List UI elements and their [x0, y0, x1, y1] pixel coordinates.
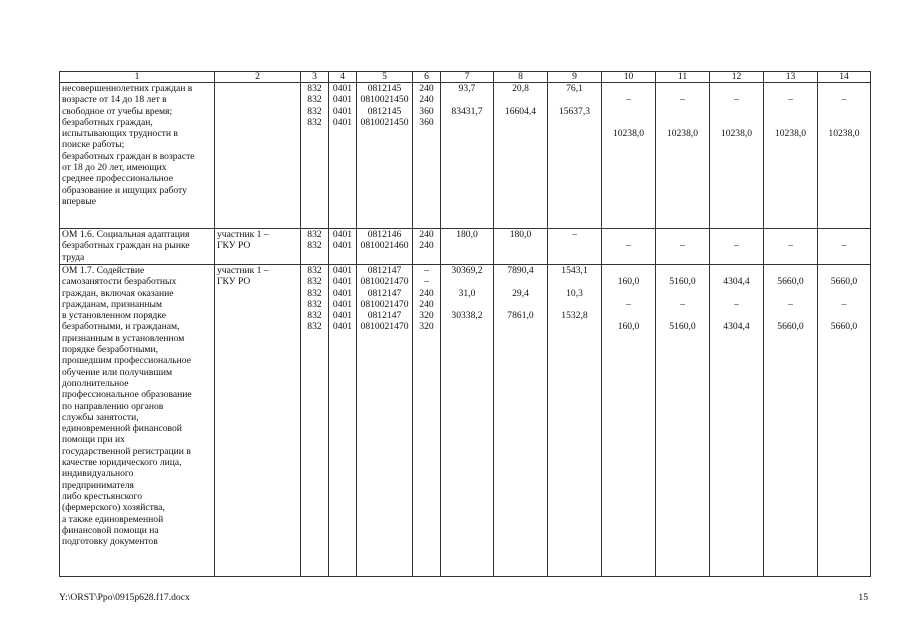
- cell-line: –: [734, 240, 739, 252]
- cell-c11: [656, 265, 710, 577]
- column-number-5: 5: [357, 72, 413, 83]
- cell-line: поиске работы;: [62, 139, 125, 151]
- cell-line: [443, 276, 491, 287]
- cell-line: 10238,0: [612, 128, 645, 140]
- cell-c14: [818, 229, 871, 265]
- cell-line: 160,0: [617, 276, 640, 288]
- cell-line: –: [734, 94, 739, 106]
- cell-line: 832: [307, 287, 322, 299]
- cell-line: от 18 до 20 лет, имеющих: [62, 162, 167, 174]
- cell-line: [766, 229, 815, 240]
- cell-line: 31,0: [458, 287, 476, 299]
- cell-c9: [548, 83, 602, 229]
- cell-line: 0401: [332, 94, 353, 106]
- cell-line: 832: [307, 298, 322, 310]
- cell-line: участник 1 –: [217, 229, 269, 240]
- cell-line: 5660,0: [830, 321, 858, 333]
- cell-c6: [413, 229, 441, 265]
- cell-line: 0810021450: [360, 116, 409, 128]
- cell-line: возрасте от 14 до 18 лет в: [62, 94, 167, 106]
- cell-line: 4304,4: [723, 276, 750, 288]
- cell-line: –: [841, 240, 847, 252]
- cell-c5: [357, 229, 413, 265]
- cell-line: [550, 94, 599, 105]
- cell-line: [550, 321, 599, 332]
- cell-line: –: [680, 94, 685, 106]
- cell-line: [766, 83, 815, 94]
- cell-line: профессиональное образование: [62, 389, 192, 401]
- cell-line: 0401: [332, 265, 353, 276]
- cell-c4: [329, 229, 357, 265]
- cell-line: [712, 288, 761, 299]
- cell-line: среднее профессиональное: [62, 173, 173, 185]
- cell-line: 832: [307, 240, 322, 252]
- cell-line: 0810021470: [360, 298, 409, 310]
- table-row: [60, 265, 871, 577]
- cell-c12: [710, 229, 764, 265]
- cell-line: [443, 299, 491, 310]
- cell-line: [712, 117, 761, 128]
- cell-line: [820, 288, 868, 299]
- cell-line: свободное от учебы время;: [62, 105, 173, 117]
- cell-c4: [329, 83, 357, 229]
- cell-line: 320: [419, 310, 434, 322]
- cell-participant: [215, 83, 301, 229]
- cell-line: 0401: [332, 287, 353, 299]
- cell-line: [604, 229, 653, 240]
- cell-line: в установленном порядке: [62, 310, 166, 322]
- cell-line: 0401: [332, 240, 353, 252]
- cell-c14: [818, 83, 871, 229]
- cell-line: безработных граждан в возрасте: [62, 150, 195, 162]
- cell-line: 240: [419, 298, 434, 310]
- column-number-7: 7: [441, 72, 494, 83]
- cell-c11: [656, 83, 710, 229]
- cell-line: [658, 117, 707, 128]
- cell-c13: [764, 265, 818, 577]
- cell-c6: [413, 83, 441, 229]
- cell-line: [604, 310, 653, 321]
- cell-line: предпринимателя: [62, 479, 134, 491]
- cell-line: помощи при их: [62, 434, 125, 446]
- cell-line: 0401: [332, 298, 353, 310]
- cell-line: 0401: [332, 83, 353, 94]
- cell-line: граждан, включая оказание: [62, 287, 174, 299]
- cell-line: 0810021470: [360, 321, 409, 333]
- cell-line: [712, 229, 761, 240]
- cell-participant: [215, 265, 301, 577]
- cell-line: 832: [307, 310, 322, 322]
- cell-line: –: [788, 94, 793, 106]
- cell-line: 76,1: [566, 83, 583, 94]
- column-number-2: 2: [215, 72, 301, 83]
- cell-line: образование и ищущих работу: [62, 184, 187, 196]
- cell-line: 30369,2: [451, 265, 483, 276]
- cell-c11: [656, 229, 710, 265]
- cell-c3: [301, 229, 329, 265]
- cell-line: –: [734, 298, 739, 310]
- cell-line: [496, 321, 545, 332]
- cell-line: –: [424, 265, 429, 276]
- cell-line: 0812147: [367, 265, 402, 276]
- cell-c14: [818, 265, 871, 577]
- cell-line: 15637,3: [558, 105, 591, 117]
- cell-line: 832: [307, 94, 322, 106]
- cell-c13: [764, 83, 818, 229]
- cell-line: –: [680, 240, 685, 252]
- cell-line: 7890,4: [507, 265, 534, 276]
- cell-line: [496, 117, 545, 128]
- cell-c5: [357, 265, 413, 577]
- cell-line: финансовой помощи на: [62, 524, 159, 536]
- cell-line: качестве юридического лица,: [62, 457, 182, 469]
- cell-line: 0812145: [367, 83, 402, 94]
- cell-line: 7861,0: [507, 310, 534, 322]
- cell-line: 93,7: [458, 83, 476, 94]
- cell-c3: [301, 83, 329, 229]
- cell-line: [766, 117, 815, 128]
- cell-participant: [215, 229, 301, 265]
- cell-c3: [301, 265, 329, 577]
- cell-line: [550, 276, 599, 287]
- cell-c9: [548, 229, 602, 265]
- cell-line: [820, 83, 868, 94]
- cell-line: ОМ 1.6. Социальная адаптация: [62, 229, 190, 240]
- cell-line: государственной регистрации в: [62, 445, 191, 457]
- column-number-13: 13: [764, 72, 818, 83]
- cell-line: 832: [307, 229, 322, 240]
- cell-line: 832: [307, 116, 322, 128]
- cell-line: [604, 106, 653, 117]
- cell-line: а также единовременной: [62, 513, 164, 525]
- page-number: 15: [858, 592, 868, 603]
- cell-line: 5660,0: [777, 321, 804, 333]
- cell-line: 320: [419, 321, 434, 333]
- cell-line: [712, 265, 761, 276]
- cell-line: 30338,2: [451, 310, 483, 322]
- cell-line: 16604,4: [504, 105, 537, 117]
- cell-line: –: [626, 240, 631, 252]
- cell-line: 832: [307, 321, 322, 333]
- cell-line: безработными, и гражданам,: [62, 321, 180, 333]
- cell-line: 5160,0: [669, 321, 696, 333]
- cell-line: 360: [419, 116, 434, 128]
- cell-line: дополнительное: [62, 377, 129, 389]
- cell-desc: [60, 83, 215, 229]
- cell-line: 0812146: [367, 229, 402, 240]
- cell-line: [820, 229, 868, 240]
- cell-line: [658, 83, 707, 94]
- cell-line: 240: [419, 287, 434, 299]
- cell-line: 360: [419, 105, 434, 117]
- cell-line: [496, 94, 545, 105]
- cell-line: 0812145: [367, 105, 402, 117]
- cell-line: труда: [62, 251, 85, 263]
- cell-line: 0401: [332, 321, 353, 333]
- cell-line: прошедшим профессиональное: [62, 355, 191, 367]
- cell-line: [820, 265, 868, 276]
- cell-line: 5660,0: [777, 276, 804, 288]
- cell-line: –: [841, 298, 847, 310]
- cell-line: 0401: [332, 276, 353, 288]
- cell-line: 0812147: [367, 287, 402, 299]
- cell-c5: [357, 83, 413, 229]
- cell-line: –: [680, 298, 685, 310]
- budget-table: [59, 71, 871, 577]
- cell-line: [550, 299, 599, 310]
- cell-line: [658, 229, 707, 240]
- cell-line: испытывающих трудности в: [62, 128, 178, 140]
- cell-line: [443, 117, 491, 128]
- column-number-9: 9: [548, 72, 602, 83]
- column-number-3: 3: [301, 72, 329, 83]
- cell-line: 160,0: [617, 321, 640, 333]
- table-body: [60, 72, 871, 577]
- cell-line: порядке безработными,: [62, 344, 159, 356]
- column-number-8: 8: [494, 72, 548, 83]
- cell-line: 832: [307, 265, 322, 276]
- cell-line: 5660,0: [830, 276, 858, 288]
- cell-line: –: [788, 298, 793, 310]
- cell-line: обучение или получившим: [62, 366, 173, 378]
- cell-c8: [494, 265, 548, 577]
- cell-line: 240: [419, 229, 434, 240]
- cell-line: [820, 117, 868, 128]
- cell-line: ГКУ РО: [217, 276, 251, 288]
- cell-line: 1532,8: [561, 310, 588, 322]
- cell-line: подготовку документов: [62, 536, 158, 548]
- cell-line: 1543,1: [561, 265, 588, 276]
- cell-c12: [710, 265, 764, 577]
- cell-line: 832: [307, 83, 322, 94]
- cell-c7: [441, 265, 494, 577]
- cell-line: [604, 288, 653, 299]
- cell-c10: [602, 83, 656, 229]
- cell-line: 240: [419, 83, 434, 94]
- cell-line: либо крестьянского: [62, 490, 143, 502]
- cell-line: [496, 276, 545, 287]
- cell-line: [443, 94, 491, 105]
- cell-line: 83431,7: [451, 105, 483, 117]
- cell-line: [443, 321, 491, 332]
- cell-line: безработных граждан на рынке: [62, 240, 190, 252]
- cell-line: 5160,0: [669, 276, 696, 288]
- cell-line: [496, 299, 545, 310]
- cell-line: [658, 288, 707, 299]
- cell-c8: [494, 229, 548, 265]
- cell-line: гражданам, признанным: [62, 298, 163, 310]
- cell-c4: [329, 265, 357, 577]
- cell-line: –: [626, 298, 631, 310]
- cell-line: 180,0: [456, 229, 478, 240]
- cell-line: участник 1 –: [217, 265, 269, 276]
- cell-line: 0401: [332, 229, 353, 240]
- cell-line: 0812147: [367, 310, 402, 322]
- cell-c9: [548, 265, 602, 577]
- cell-line: –: [788, 240, 793, 252]
- cell-line: 0810021450: [360, 94, 409, 106]
- column-number-10: 10: [602, 72, 656, 83]
- cell-line: 0401: [332, 116, 353, 128]
- cell-line: [712, 310, 761, 321]
- cell-line: 240: [419, 94, 434, 106]
- cell-desc: [60, 229, 215, 265]
- cell-line: [604, 265, 653, 276]
- cell-line: 0401: [332, 310, 353, 322]
- cell-line: 832: [307, 105, 322, 117]
- cell-line: 10238,0: [666, 128, 699, 140]
- cell-line: (фермерского) хозяйства,: [62, 502, 165, 514]
- cell-c13: [764, 229, 818, 265]
- column-number-4: 4: [329, 72, 357, 83]
- column-number-12: 12: [710, 72, 764, 83]
- cell-line: 832: [307, 276, 322, 288]
- cell-c12: [710, 83, 764, 229]
- cell-line: [766, 310, 815, 321]
- column-number-1: 1: [60, 72, 215, 83]
- cell-line: несовершеннолетних граждан в: [62, 83, 193, 94]
- cell-line: –: [841, 94, 847, 106]
- cell-line: безработных граждан,: [62, 116, 153, 128]
- cell-line: признанным в установленном: [62, 332, 185, 344]
- cell-line: 10238,0: [774, 128, 807, 140]
- cell-line: ОМ 1.7. Содействие: [62, 265, 145, 276]
- cell-line: по направлению органов: [62, 400, 164, 412]
- column-number-14: 14: [818, 72, 871, 83]
- cell-line: [604, 83, 653, 94]
- cell-line: [712, 106, 761, 117]
- cell-line: 0810021470: [360, 276, 409, 288]
- cell-line: [550, 117, 599, 128]
- table-row: [60, 83, 871, 229]
- column-number-6: 6: [413, 72, 441, 83]
- cell-line: ГКУ РО: [217, 240, 251, 252]
- cell-line: единовременной финансовой: [62, 423, 182, 435]
- cell-c6: [413, 265, 441, 577]
- cell-c7: [441, 229, 494, 265]
- cell-line: службы занятости,: [62, 411, 139, 423]
- cell-line: впервые: [62, 195, 96, 207]
- cell-line: 10238,0: [828, 128, 860, 140]
- cell-line: 4304,4: [723, 321, 750, 333]
- cell-line: 240: [419, 240, 434, 252]
- cell-line: самозанятости безработных: [62, 276, 177, 288]
- cell-line: [658, 310, 707, 321]
- cell-line: [712, 83, 761, 94]
- cell-line: [820, 310, 868, 321]
- cell-line: 0401: [332, 105, 353, 117]
- column-number-11: 11: [656, 72, 710, 83]
- cell-line: 20,8: [512, 83, 529, 94]
- cell-line: [658, 106, 707, 117]
- cell-c8: [494, 83, 548, 229]
- cell-c10: [602, 229, 656, 265]
- cell-line: [766, 288, 815, 299]
- cell-desc: [60, 265, 215, 577]
- cell-line: [766, 106, 815, 117]
- cell-line: 10,3: [566, 287, 583, 299]
- cell-line: 0810021460: [360, 240, 409, 252]
- cell-line: –: [626, 94, 631, 106]
- cell-line: [658, 265, 707, 276]
- file-path: Y:\ORST\Ppo\0915p628.f17.docx: [59, 592, 190, 603]
- table-row: [60, 229, 871, 265]
- cell-c7: [441, 83, 494, 229]
- cell-line: [604, 117, 653, 128]
- cell-line: [820, 106, 868, 117]
- cell-line: –: [572, 229, 577, 240]
- cell-line: 10238,0: [720, 128, 753, 140]
- column-number-row: [60, 72, 871, 83]
- cell-line: индивидуального: [62, 468, 134, 480]
- cell-line: [766, 265, 815, 276]
- cell-line: 29,4: [512, 287, 529, 299]
- cell-line: 180,0: [509, 229, 532, 240]
- cell-c10: [602, 265, 656, 577]
- cell-line: –: [424, 276, 429, 288]
